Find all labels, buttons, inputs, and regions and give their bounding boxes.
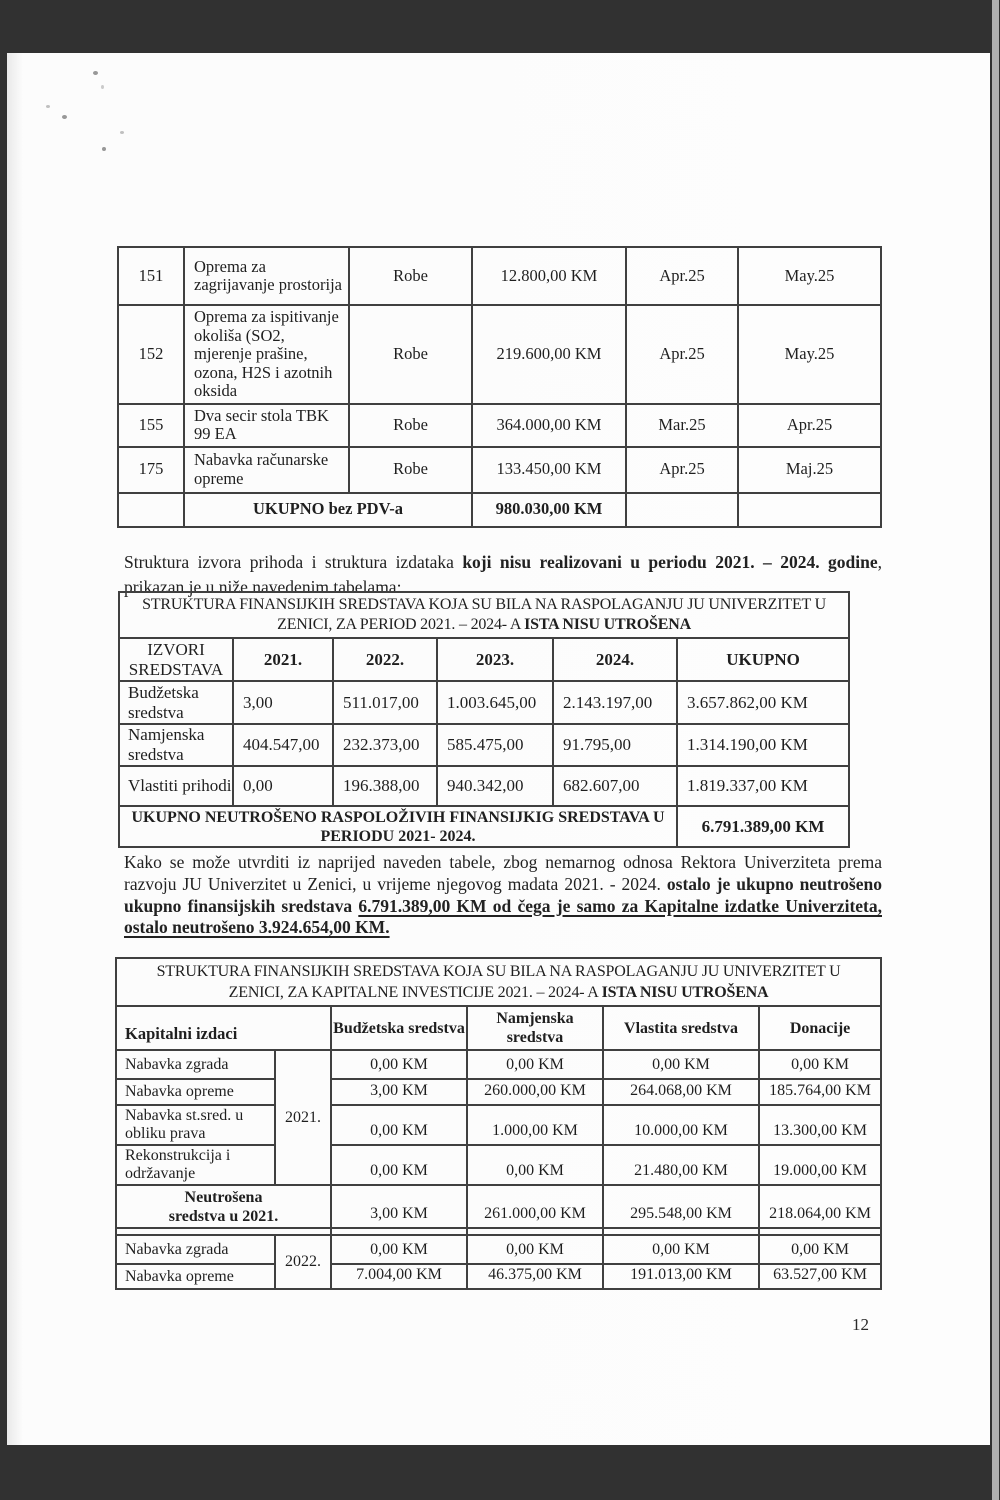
cell-grand-total-value: 6.791.389,00 KM xyxy=(677,806,849,847)
cell-vlastita: 264.068,00 KM xyxy=(603,1079,759,1105)
cell-expense-label: Nabavka zgrada xyxy=(116,1235,275,1264)
cell-empty xyxy=(603,1228,759,1235)
bold-text-segment: koji nisu realizovani u periodu 2021. – 2024. godine xyxy=(462,552,878,572)
table-header-row xyxy=(116,1006,881,1050)
cell-empty xyxy=(331,1228,467,1235)
cell-amount: 364.000,00 KM xyxy=(472,404,626,447)
scan-speckle xyxy=(120,131,124,134)
cell-total: 1.819.337,00 KM xyxy=(677,766,849,806)
table-row xyxy=(116,1235,881,1264)
cell-2024: 2.143.197,00 xyxy=(553,681,677,724)
capital-investments-table xyxy=(115,957,882,1290)
table-row xyxy=(119,724,849,766)
table-row xyxy=(116,1050,881,1079)
table-row xyxy=(119,766,849,806)
cell-budzetska: 0,00 KM xyxy=(331,1050,467,1079)
table-row xyxy=(118,447,881,493)
cell-item-number: 155 xyxy=(118,404,184,447)
column-header-2023: 2023. xyxy=(437,638,553,681)
column-header-donacije: Donacije xyxy=(759,1006,881,1050)
cell-budzetska: 0,00 KM xyxy=(331,1105,467,1145)
cell-expense-label: Nabavka opreme xyxy=(116,1079,275,1105)
cell-2022: 196.388,00 xyxy=(333,766,437,806)
procurement-items-table xyxy=(117,246,882,528)
document-page xyxy=(7,53,990,1445)
cell-grand-total-label xyxy=(119,806,677,847)
cell-empty xyxy=(738,493,881,527)
cell-item-number: 152 xyxy=(118,305,184,404)
total-label-line: UKUPNO NEUTROŠENO RASPOLOŽIVIH FINANSIJKIG SREDSTAVA U xyxy=(131,808,665,826)
cell-donacije: 185.764,00 KM xyxy=(759,1079,881,1105)
column-header-namjenska: Namjenska sredstva xyxy=(467,1006,603,1050)
cell-donacije: 218.064,00 KM xyxy=(759,1185,881,1228)
cell-2022: 232.373,00 xyxy=(333,724,437,766)
table-subtotal-row xyxy=(116,1185,881,1228)
title-bold-segment: ISTA NISU UTROŠENA xyxy=(524,616,691,633)
page-number: 12 xyxy=(852,1315,869,1334)
cell-budzetska: 7.004,00 KM xyxy=(331,1264,467,1289)
table-row xyxy=(118,404,881,447)
cell-vlastita: 0,00 KM xyxy=(603,1235,759,1264)
table-header-row xyxy=(119,638,849,681)
cell-type: Robe xyxy=(349,404,472,447)
scan-speckle xyxy=(93,71,98,75)
cell-empty xyxy=(118,493,184,527)
title-line: STRUKTURA FINANSIJKIH SREDSTAVA KOJA SU BILA NA RASPOLAGANJU JU UNIVERZITET U xyxy=(142,596,826,613)
column-header-vlastita: Vlastita sredstva xyxy=(603,1006,759,1050)
cell-donacije: 13.300,00 KM xyxy=(759,1105,881,1145)
table-row xyxy=(118,247,881,305)
table-row xyxy=(119,681,849,724)
text-segment: Struktura izvora prihoda i struktura izdataka xyxy=(124,552,463,572)
text-segment: , prikazan je u niže navedenim tabelama: xyxy=(124,552,882,597)
cell-namjenska: 0,00 KM xyxy=(467,1145,603,1185)
cell-item-number: 151 xyxy=(118,247,184,305)
cell-type: Robe xyxy=(349,247,472,305)
cell-2024: 91.795,00 xyxy=(553,724,677,766)
cell-expense-label: Nabavka opreme xyxy=(116,1264,275,1289)
cell-description: Nabavka računarske opreme xyxy=(184,447,349,493)
scan-speckle xyxy=(101,85,104,89)
cell-donacije: 19.000,00 KM xyxy=(759,1145,881,1185)
cell-empty xyxy=(116,1228,331,1235)
table-row xyxy=(116,1264,881,1289)
cell-namjenska: 0,00 KM xyxy=(467,1235,603,1264)
table-row xyxy=(116,1105,881,1145)
subtotal-label-line: sredstva u 2021. xyxy=(168,1207,279,1225)
cell-type: Robe xyxy=(349,305,472,404)
table-total-row xyxy=(119,806,849,847)
cell-end-date: May.25 xyxy=(738,305,881,404)
column-header-total: UKUPNO xyxy=(677,638,849,681)
cell-type: Robe xyxy=(349,447,472,493)
column-header-2022: 2022. xyxy=(333,638,437,681)
scan-speckle xyxy=(62,115,67,119)
table-title xyxy=(116,958,881,1006)
cell-vlastita: 0,00 KM xyxy=(603,1050,759,1079)
cell-item-number: 175 xyxy=(118,447,184,493)
title-line: ZENICI, ZA PERIOD 2021. – 2024- A xyxy=(277,616,525,633)
cell-2024: 682.607,00 xyxy=(553,766,677,806)
cell-namjenska: 1.000,00 KM xyxy=(467,1105,603,1145)
cell-donacije: 63.527,00 KM xyxy=(759,1264,881,1289)
cell-description: Oprema za ispitivanje okoliša (SO2, mjerenje prašine, ozona, H2S i azotnih oksida xyxy=(184,305,349,404)
table-row xyxy=(116,1079,881,1105)
cell-total-label: UKUPNO bez PDV-a xyxy=(184,493,472,527)
cell-2023: 940.342,00 xyxy=(437,766,553,806)
cell-namjenska: 0,00 KM xyxy=(467,1050,603,1079)
cell-2023: 585.475,00 xyxy=(437,724,553,766)
cell-total: 1.314.190,00 KM xyxy=(677,724,849,766)
bold-text-segment: ostalo je ukupno neutrošeno ukupno finansijskih sredstava xyxy=(124,873,882,916)
title-line: STRUKTURA FINANSIJKIH SREDSTAVA KOJA SU BILA NA RASPOLAGANJU JU UNIVERZITET U xyxy=(156,963,841,980)
cell-namjenska: 261.000,00 KM xyxy=(467,1185,603,1228)
table-title xyxy=(119,592,849,638)
cell-vlastita: 191.013,00 KM xyxy=(603,1264,759,1289)
cell-empty xyxy=(467,1228,603,1235)
cell-end-date: Maj.25 xyxy=(738,447,881,493)
cell-budzetska: 3,00 KM xyxy=(331,1079,467,1105)
cell-vlastita: 21.480,00 KM xyxy=(603,1145,759,1185)
table-row xyxy=(116,1145,881,1185)
table-title-row xyxy=(119,592,849,638)
cell-2021: 0,00 xyxy=(233,766,333,806)
cell-total-amount: 980.030,00 KM xyxy=(472,493,626,527)
cell-namjenska: 260.000,00 KM xyxy=(467,1079,603,1105)
funds-structure-table xyxy=(118,591,850,848)
cell-namjenska: 46.375,00 KM xyxy=(467,1264,603,1289)
cell-budzetska: 3,00 KM xyxy=(331,1185,467,1228)
cell-year-2021: 2021. xyxy=(275,1050,331,1185)
cell-source-label: Vlastiti prihodi xyxy=(119,766,233,806)
text-segment: Kako se može utvrditi iz naprijed naveden tabele, zbog nemarnog odnosa Rektora Univerziteta prema razvoju JU Univerzitet u Zenici, u vrijeme njegovog madata 2021. - 2024. xyxy=(124,852,882,894)
scan-speckle xyxy=(46,105,50,108)
cell-budzetska: 0,00 KM xyxy=(331,1145,467,1185)
cell-empty xyxy=(626,493,738,527)
cell-start-date: Apr.25 xyxy=(626,447,738,493)
cell-subtotal-label xyxy=(116,1185,331,1228)
cell-source-label: Budžetska sredstva xyxy=(119,681,233,724)
column-header-budzetska: Budžetska sredstva xyxy=(331,1006,467,1050)
cell-2023: 1.003.645,00 xyxy=(437,681,553,724)
cell-expense-label: Rekonstrukcija i održavanje xyxy=(116,1145,275,1185)
cell-source-label: Namjenska sredstva xyxy=(119,724,233,766)
title-bold-segment: ISTA NISU UTROŠENA xyxy=(601,984,769,1001)
table-spacer-row xyxy=(116,1228,881,1235)
cell-description: Dva secir stola TBK 99 EA xyxy=(184,404,349,447)
scanner-edge-stripe xyxy=(992,0,999,1500)
cell-year-2022: 2022. xyxy=(275,1235,331,1289)
cell-end-date: Apr.25 xyxy=(738,404,881,447)
cell-expense-label: Nabavka st.sred. u obliku prava xyxy=(116,1105,275,1145)
column-header-2021: 2021. xyxy=(233,638,333,681)
cell-start-date: Apr.25 xyxy=(626,247,738,305)
cell-2021: 3,00 xyxy=(233,681,333,724)
table-total-row xyxy=(118,493,881,527)
column-header-2024: 2024. xyxy=(553,638,677,681)
cell-budzetska: 0,00 KM xyxy=(331,1235,467,1264)
subtotal-label-line: Neutrošena xyxy=(184,1188,263,1206)
cell-vlastita: 10.000,00 KM xyxy=(603,1105,759,1145)
cell-description: Oprema za zagrijavanje prostorija xyxy=(184,247,349,305)
table-row xyxy=(118,305,881,404)
cell-expense-label: Nabavka zgrada xyxy=(116,1050,275,1079)
cell-total: 3.657.862,00 KM xyxy=(677,681,849,724)
column-header-sources: IZVORI SREDSTAVA xyxy=(119,638,233,681)
cell-start-date: Mar.25 xyxy=(626,404,738,447)
cell-2022: 511.017,00 xyxy=(333,681,437,724)
cell-amount: 133.450,00 KM xyxy=(472,447,626,493)
scan-speckle xyxy=(102,147,106,151)
title-line: ZENICI, ZA KAPITALNE INVESTICIJE 2021. – 2024- A xyxy=(228,984,602,1001)
cell-donacije: 0,00 KM xyxy=(759,1235,881,1264)
table-title-row xyxy=(116,958,881,1006)
commentary-paragraph xyxy=(124,852,882,939)
cell-2021: 404.547,00 xyxy=(233,724,333,766)
cell-amount: 219.600,00 KM xyxy=(472,305,626,404)
cell-start-date: Apr.25 xyxy=(626,305,738,404)
total-label-line: PERIODU 2021- 2024. xyxy=(320,827,476,845)
cell-donacije: 0,00 KM xyxy=(759,1050,881,1079)
cell-amount: 12.800,00 KM xyxy=(472,247,626,305)
cell-end-date: May.25 xyxy=(738,247,881,305)
column-header-capital-expenses: Kapitalni izdaci xyxy=(116,1006,331,1050)
bold-underlined-segment: 6.791.389,00 KM od čega je samo za Kapitalne izdatke Univerziteta, ostalo neutrošeno 3.924.654,00 KM. xyxy=(124,895,882,938)
cell-empty xyxy=(759,1228,881,1235)
cell-vlastita: 295.548,00 KM xyxy=(603,1185,759,1228)
